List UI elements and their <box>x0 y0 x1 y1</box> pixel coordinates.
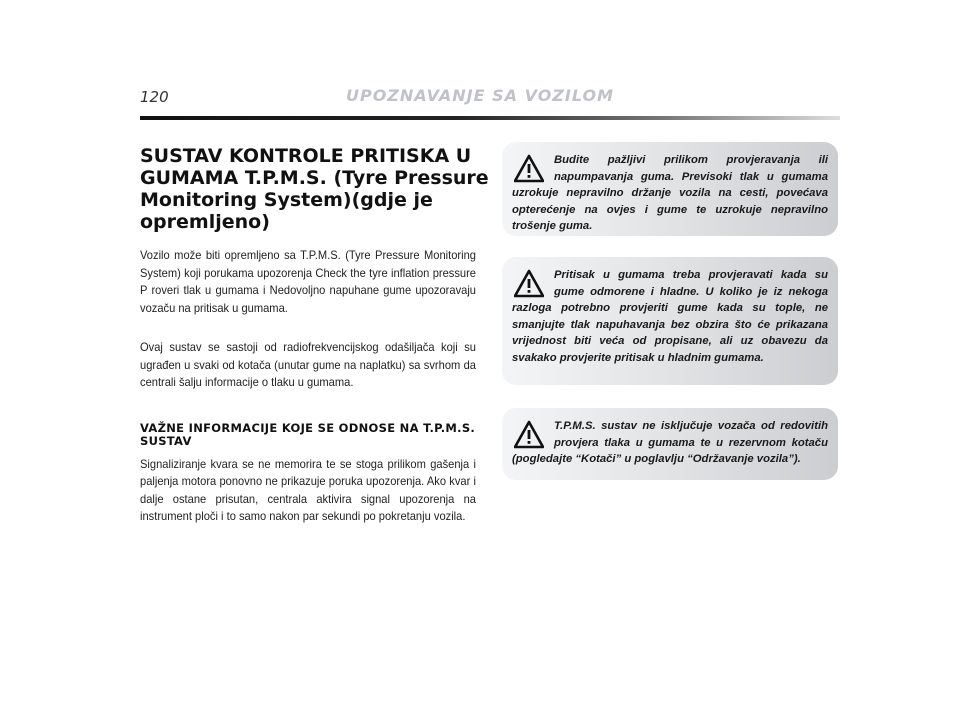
main-content <box>140 145 490 548</box>
section-title: UPOZNAVANJE SA VOZILOM <box>345 86 614 105</box>
intro-paragraph: Vozilo može biti opremljeno sa T.P.M.S. (Tyre Pressure Monitoring System) koji porukama upozorenja Check the tyre inflation pressure P roveri tlak u gumama i Nedovoljno napuhane gume upozoravaju vozaču na pritisak u gumama. <box>140 249 476 315</box>
article-title: SUSTAV KONTROLE PRITISKA U GUMAMA T.P.M.S. (Tyre Pressure Monitoring System)(gdje je opremljeno) <box>140 145 489 233</box>
subsection-title: VAŽNE INFORMACIJE KOJE SE ODNOSE NA T.P.M.S. SUSTAV <box>140 420 476 448</box>
warning-triangle-icon <box>514 269 544 299</box>
warning-triangle-icon <box>514 154 544 184</box>
header-rule <box>140 116 840 120</box>
system-description-paragraph: Ovaj sustav se sastoji od radiofrekvencijskog odašiljača koji su ugrađen u svaki od kotača (unutar gume na naplatku) sa svrhom da centrali šalju informacije o tlaku u gumama. <box>140 341 476 389</box>
warning-text-inflation: Budite pažljivi prilikom provjeravanja ili napumpavanja guma. Previsoki tlak u gumama uzrokuje nepravilno držanje vozila na cesti, povećava opterećenje na ovjes i gume te uzrokuje nepravilno trošenje guma. <box>512 154 828 232</box>
subsection-paragraph: Signaliziranje kvara se ne memorira te se stoga prilikom gašenja i paljenja motora ponovno ne prikazuje poruka upozorenja. Ako kvar i dalje ostane prisutan, centrala aktivira signal upozorenja na instrument ploči i to samo nakon par sekundi po pokretanju vozila. <box>140 457 476 523</box>
warning-text-cold-tyres: Pritisak u gumama treba provjeravati kada su gume odmorene i hladne. U koliko je iz nekoga razloga potrebno provjeriti gume kada su tople, ne smanjujte tlak napuhavanja bez obzira što će prikazana vrijednost biti veća od propisane, ali uz obavezu da svakako provjerite pritisak u hladnim gumama. <box>512 269 828 364</box>
warning-box-inflation <box>502 142 838 236</box>
warning-box-cold-tyres <box>502 257 838 385</box>
warning-triangle-icon <box>514 420 544 450</box>
warning-box-regular-checks <box>502 408 838 480</box>
page-number: 120 <box>140 88 169 106</box>
warning-text-regular-checks: T.P.M.S. sustav ne isključuje vozača od redovitih provjera tlaka u gumama te u rezervnom kotaču (pogledajte “Kotači” u poglavlju “Održavanje vozila”). <box>512 420 828 465</box>
